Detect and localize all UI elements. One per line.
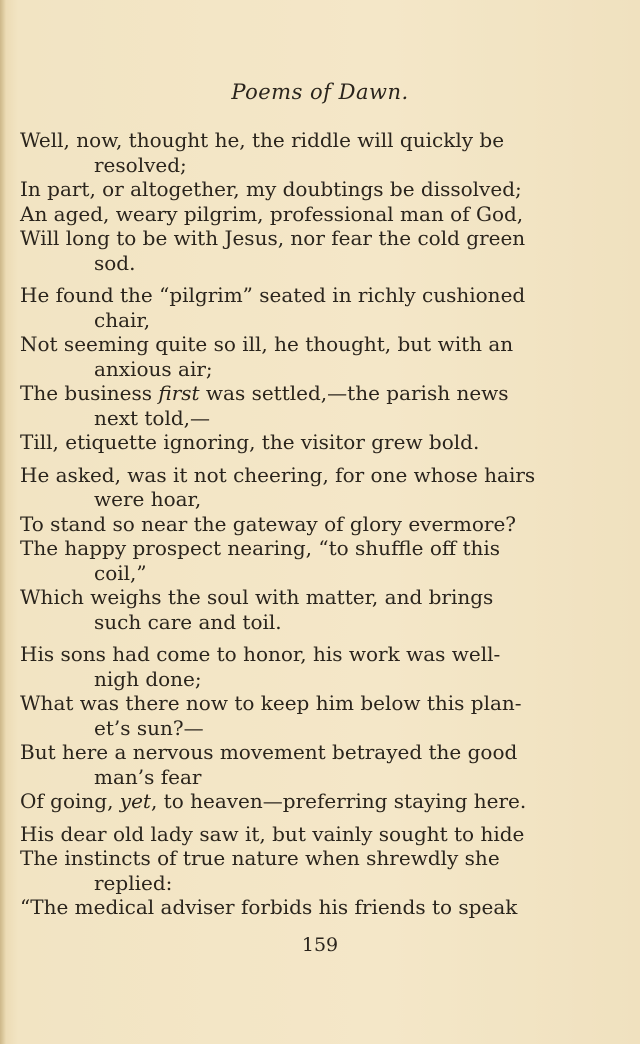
poem-line: resolved; xyxy=(94,152,187,177)
running-title: Poems of Dawn. xyxy=(231,80,409,104)
poem-line: The business first was settled,—the parish news xyxy=(20,381,509,405)
poem-line: Well, now, thought he, the riddle will quickly be xyxy=(20,128,505,152)
page-number: 159 xyxy=(301,934,339,956)
poem-line: next told,— xyxy=(94,405,211,430)
stanza xyxy=(20,283,580,455)
poem-line: To stand so near the gateway of glory evermore? xyxy=(20,511,516,536)
poem-line: replied: xyxy=(94,870,173,895)
page-spine-shadow xyxy=(0,0,6,1044)
poem-line: Till, etiquette ignoring, the visitor grew bold. xyxy=(20,430,480,454)
poem-line: such care and toil. xyxy=(94,609,282,634)
poem-line: An aged, weary pilgrim, professional man of God, xyxy=(20,201,524,226)
poem-line: et’s sun?— xyxy=(94,715,204,740)
poem-line: The happy prospect nearing, “to shuffle off this xyxy=(20,536,501,560)
stanza xyxy=(20,463,580,635)
poem-line: man’s fear xyxy=(94,764,202,789)
poem-line: sod. xyxy=(94,250,136,275)
poem-line: were hoar, xyxy=(94,487,202,511)
poem-line: Not seeming quite so ill, he thought, but with an xyxy=(20,332,514,356)
poem-line: What was there now to keep him below this plan- xyxy=(20,691,522,715)
poem-line: In part, or altogether, my doubtings be dissolved; xyxy=(20,177,522,201)
poem-line: The instincts of true nature when shrewdly she xyxy=(20,846,500,870)
poem-body xyxy=(20,128,580,928)
stanza xyxy=(20,128,580,275)
poem-line: nigh done; xyxy=(94,666,202,691)
poem-line: Will long to be with Jesus, nor fear the cold green xyxy=(20,226,526,250)
poem-line: Which weighs the soul with matter, and brings xyxy=(20,585,494,609)
poem-line: He asked, was it not cheering, for one whose hairs xyxy=(20,462,536,487)
stanza xyxy=(20,642,580,814)
poem-line: He found the “pilgrim” seated in richly cushioned xyxy=(20,283,526,307)
poem-line: But here a nervous movement betrayed the good xyxy=(20,740,518,764)
poem-line: His dear old lady saw it, but vainly sought to hide xyxy=(20,821,525,846)
poem-line: “The medical adviser forbids his friends to speak xyxy=(20,895,518,919)
poem-line: coil,” xyxy=(94,560,147,585)
poem-line: anxious air; xyxy=(94,356,213,381)
poem-line: Of going, yet, to heaven—preferring staying here. xyxy=(20,789,527,813)
poem-line: chair, xyxy=(94,307,151,332)
poem-line: His sons had come to honor, his work was well- xyxy=(20,642,501,666)
stanza xyxy=(20,822,580,920)
